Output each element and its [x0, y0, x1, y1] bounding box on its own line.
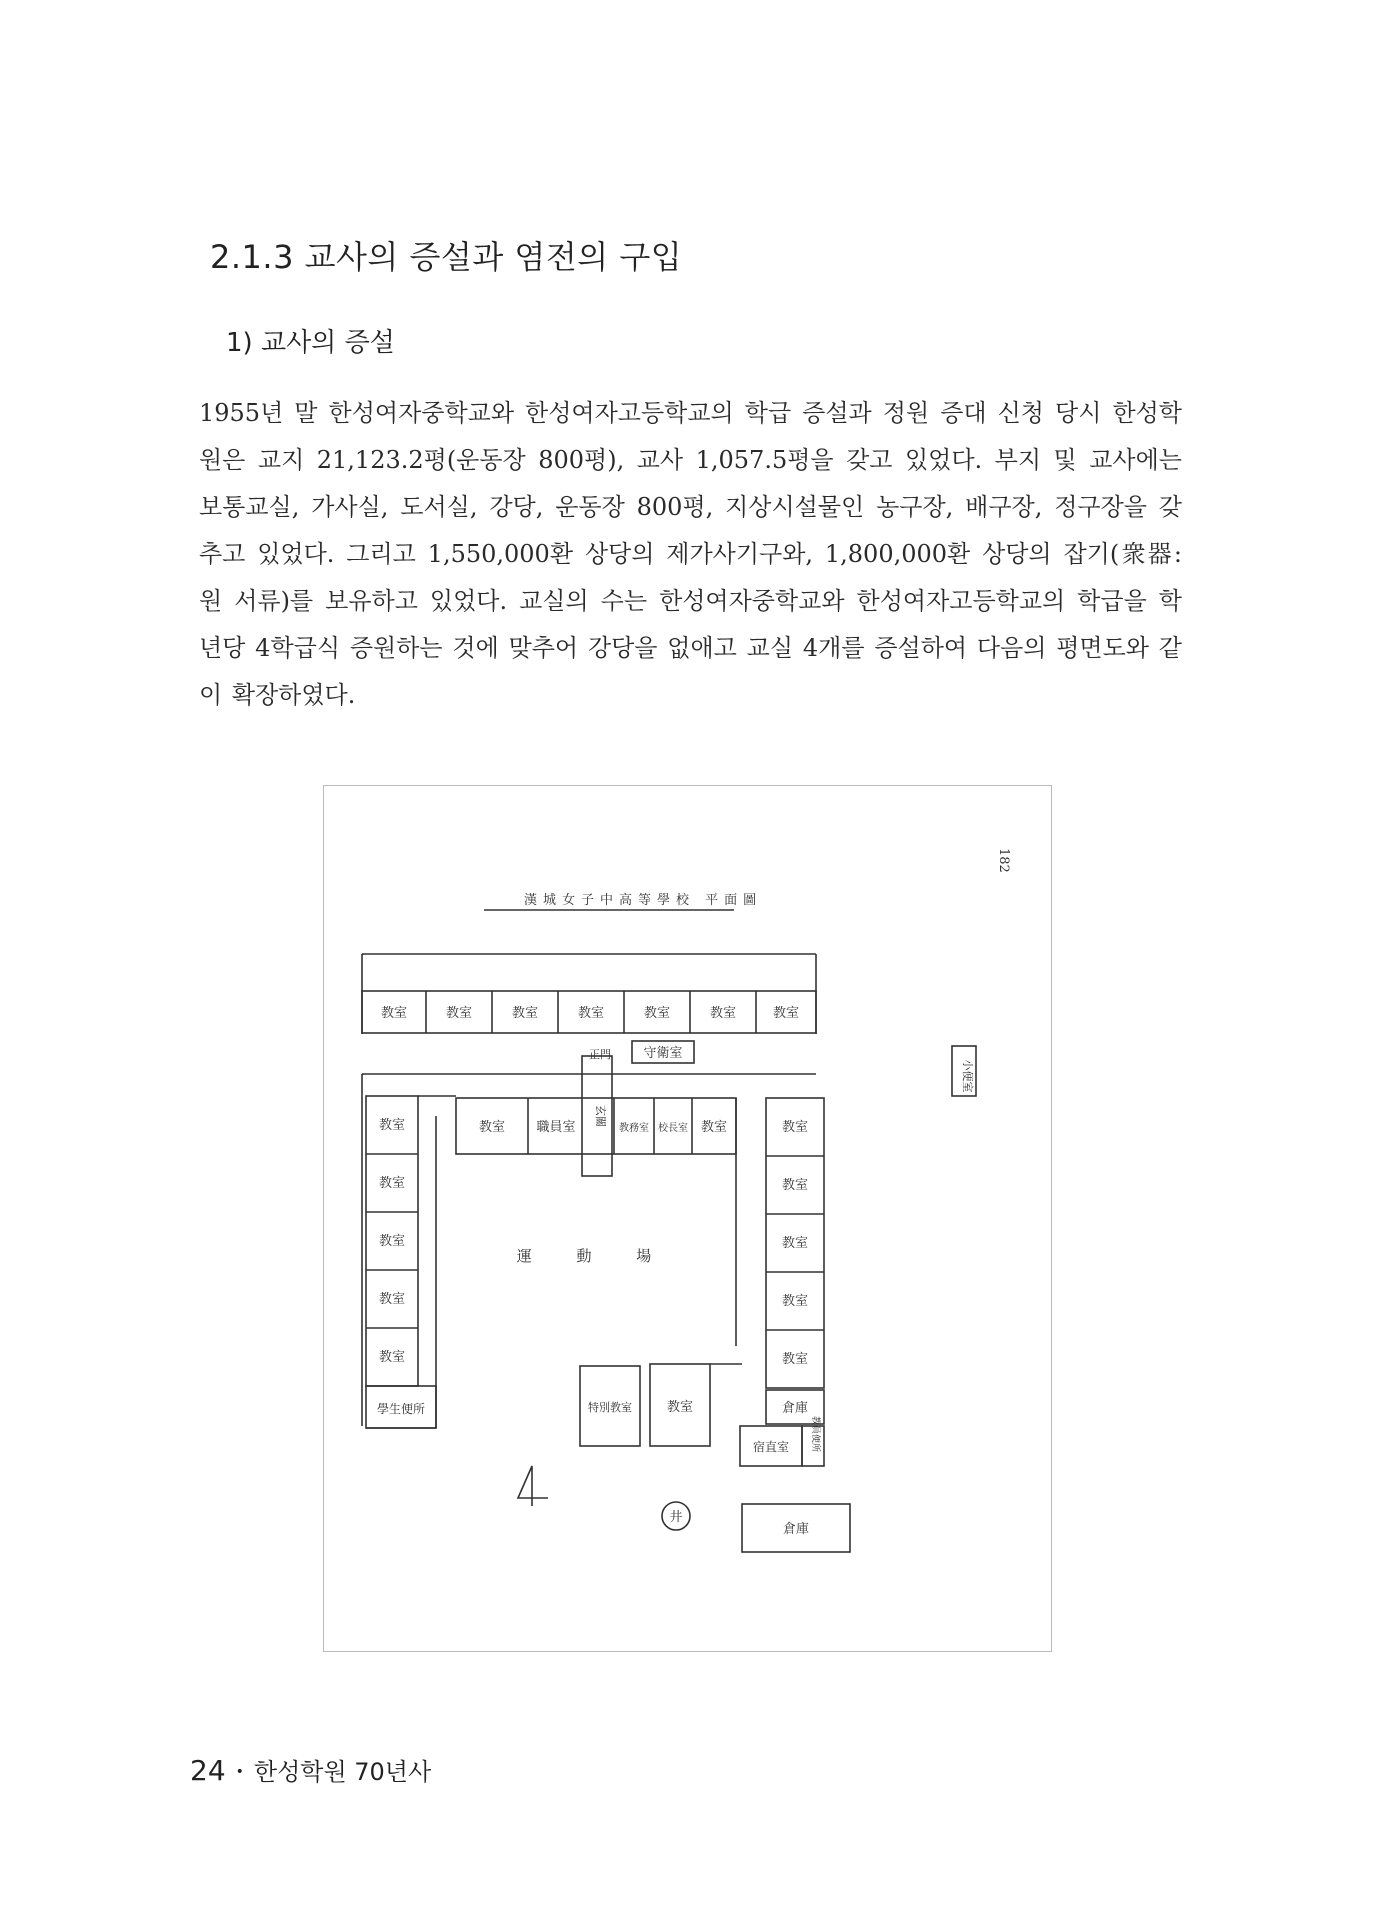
plan-left-room-4: 教室 [378, 1292, 406, 1307]
plan-storage-2: 倉庫 [782, 1522, 810, 1537]
plan-mid-room-5: 教室 [700, 1120, 728, 1135]
plan-right-room-1: 教室 [781, 1120, 809, 1135]
plan-special-room: 特別教室 [588, 1401, 632, 1414]
floor-plan-drawing [324, 786, 1051, 1651]
section-title: 2.1.3 교사의 증설과 염전의 구입 [210, 238, 683, 276]
plan-mid-room-2: 職員室 [536, 1120, 576, 1135]
plan-guard-room: 守衛室 [643, 1046, 683, 1061]
plan-gate: 正門 [589, 1048, 611, 1061]
plan-mid-room-1: 教室 [478, 1120, 506, 1135]
plan-left-room-1: 教室 [378, 1118, 406, 1133]
subsection-title: 1) 교사의 증설 [226, 328, 395, 358]
plan-toilet-right: 小便室 [961, 1059, 974, 1093]
plan-top-room-3: 教室 [511, 1006, 539, 1021]
plan-top-room-4: 教室 [577, 1006, 605, 1021]
plan-title: 漢城女子中高等學校 平面圖 [524, 893, 763, 908]
plan-right-room-5: 教室 [781, 1352, 809, 1367]
plan-left-room-3: 教室 [378, 1234, 406, 1249]
plan-top-room-2: 教室 [445, 1006, 473, 1021]
plan-left-room-2: 教室 [378, 1176, 406, 1191]
plan-staff-toilet: 教員便所 [810, 1415, 820, 1453]
footer-book-title: 한성학원 70년사 [253, 1758, 432, 1786]
plan-playground: 運 動 場 [516, 1247, 672, 1265]
plan-top-room-5: 教室 [643, 1006, 671, 1021]
plan-top-room-1: 教室 [380, 1006, 408, 1021]
footer-separator: • [235, 1764, 244, 1780]
plan-left-room-5: 教室 [378, 1350, 406, 1365]
page-footer [190, 1752, 431, 1787]
plan-top-room-7: 教室 [772, 1006, 800, 1021]
plan-small-room: 教室 [666, 1400, 694, 1415]
body-paragraph: 1955년 말 한성여자중학교와 한성여자고등학교의 학급 증설과 정원 증대 신청 당시 한성학원은 교지 21,123.2평(운동장 800평), 교사 1,057.5평을 갖고 있었다. 부지 및 교사에는 보통교실, 가사실, 도서실, 강당, 운동장 800평, 지상시설물인 농구장, 배구장, 정구장을 갖추고 있었다. 그리고 1,550,000환 상당의 제가사기구와, 1,800,000환 상당의 잡기(衆器: 원 서류)를 보유하고 있었다. 교실의 수는 한성여자중학교와 한성여자고등학교의 학급을 학년당 4학급식 증원하는 것에 맞추어 강당을 없애고 교실 4개를 증설하여 다음의 평면도와 같이 확장하였다. [199, 399, 1182, 709]
plan-night-duty: 宿直室 [752, 1440, 790, 1454]
plan-top-room-6: 教室 [709, 1006, 737, 1021]
plan-storage: 倉庫 [781, 1401, 809, 1416]
plan-left-toilet: 學生便所 [376, 1402, 426, 1416]
plan-right-room-2: 教室 [781, 1178, 809, 1193]
plan-mid-room-3: 教務室 [619, 1123, 649, 1134]
plan-entrance: 玄關 [594, 1105, 607, 1127]
plan-page-number: 182 [996, 848, 1011, 873]
school-floor-plan-figure [323, 785, 1052, 1652]
plan-right-room-3: 教室 [781, 1236, 809, 1251]
plan-well: 井 [669, 1510, 683, 1525]
plan-mid-room-4: 校長室 [658, 1123, 688, 1134]
plan-right-room-4: 教室 [781, 1294, 809, 1309]
footer-page-number: 24 [190, 1754, 226, 1787]
